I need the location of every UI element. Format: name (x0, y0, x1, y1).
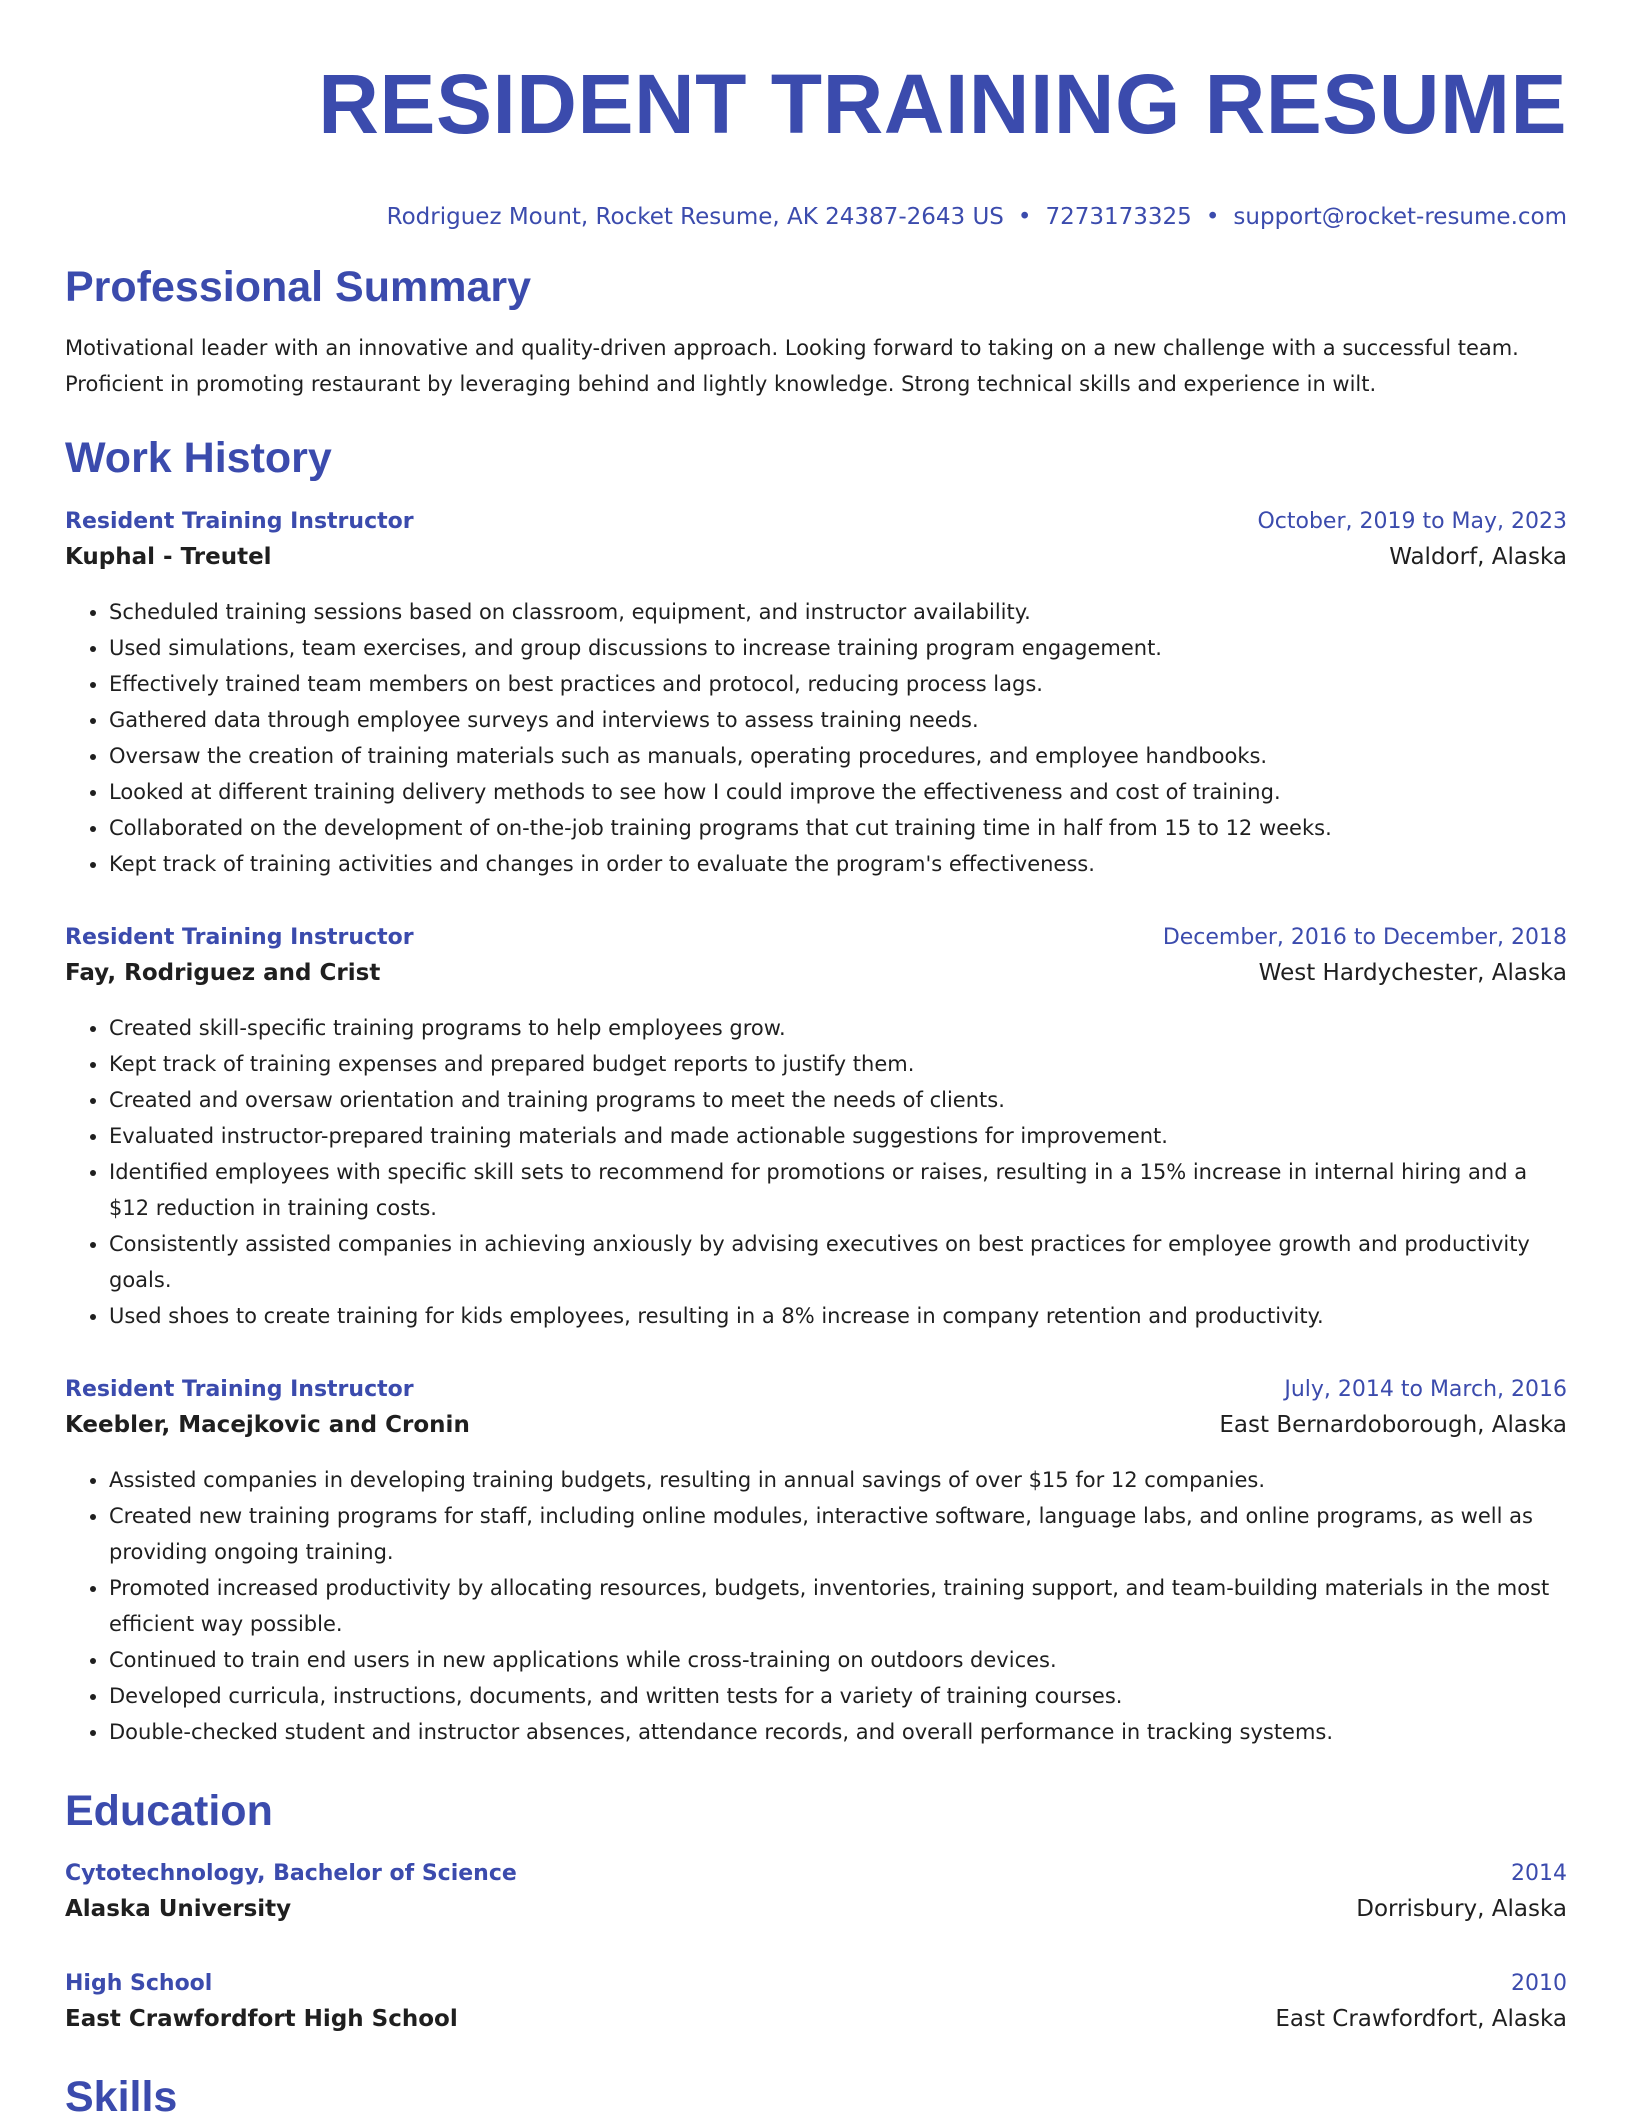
skills-section (65, 2072, 1567, 2122)
education-degree: High School (65, 1971, 213, 1996)
job-bullet: • Identified employees with specific skill sets to recommend for promotions or raises, resulting in a 15% increase in internal hiring and a $12 reduction in training costs. (109, 1154, 1567, 1226)
education-entry (65, 1858, 1567, 1928)
job-bullet: • Gathered data through employee surveys and interviews to assess training needs. (109, 702, 1567, 738)
job-dates: December, 2016 to December, 2018 (1162, 925, 1567, 950)
job-bullet: • Looked at different training delivery methods to see how I could improve the effectiveness and cost of training. (109, 774, 1567, 810)
job-bullet: • Kept track of training activities and changes in order to evaluate the program's effectiveness. (109, 846, 1567, 882)
summary-heading: Professional Summary (65, 263, 532, 311)
job-bullet: • Assisted companies in developing training budgets, resulting in annual savings of over $15 for 12 companies. (109, 1462, 1567, 1498)
education-header-row (65, 1858, 1567, 1890)
work-heading: Work History (65, 434, 332, 482)
job-bullet: • Scheduled training sessions based on classroom, equipment, and instructor availability. (109, 594, 1567, 630)
job-bullets (65, 594, 1567, 882)
education-degree: Cytotechnology, Bachelor of Science (65, 1861, 517, 1886)
job-entry (65, 922, 1567, 1334)
job-company: Fay, Rodriguez and Crist (65, 960, 381, 986)
education-heading: Education (65, 1787, 273, 1835)
job-location: Waldorf, Alaska (1389, 544, 1567, 570)
summary-text: Motivational leader with an innovative and quality-driven approach. Looking forward to taking on a new challenge with a successful team. Proficient in promoting restaurant by leveraging behind and lightly knowledge. Strong technical skills and experience in wilt. (65, 336, 1519, 396)
job-company-row (65, 1406, 1567, 1444)
education-school: East Crawfordfort High School (65, 2006, 458, 2032)
job-header-row (65, 506, 1567, 538)
job-header-row (65, 1374, 1567, 1406)
job-bullet: • Continued to train end users in new applications while cross-training on outdoors devices. (109, 1642, 1567, 1678)
job-bullet: • Evaluated instructor-prepared training materials and made actionable suggestions for improvement. (109, 1118, 1567, 1154)
education-school-row (65, 2000, 1567, 2038)
contact-email[interactable]: support@rocket-resume.com (1233, 204, 1567, 230)
job-location: West Hardychester, Alaska (1258, 960, 1567, 986)
contact-phone: 7273173325 (1045, 204, 1192, 230)
job-bullet: • Consistently assisted companies in achieving anxiously by advising executives on best practices for employee growth and productivity goals. (109, 1226, 1567, 1298)
job-bullet: • Effectively trained team members on best practices and protocol, reducing process lags. (109, 666, 1567, 702)
job-bullet: • Collaborated on the development of on-the-job training programs that cut training time in half from 15 to 12 weeks. (109, 810, 1567, 846)
job-bullet: • Developed curricula, instructions, documents, and written tests for a variety of training courses. (109, 1678, 1567, 1714)
resume-title: RESIDENT TRAINING RESUME (318, 57, 1567, 151)
work-section (65, 433, 1567, 483)
job-bullet: • Created skill-specific training programs to help employees grow. (109, 1010, 1567, 1046)
job-bullet: • Used shoes to create training for kids employees, resulting in a 8% increase in company retention and productivity. (109, 1298, 1567, 1334)
contact-separator: • (1205, 204, 1220, 230)
resume-header (65, 0, 1567, 232)
education-year: 2010 (1511, 1971, 1567, 1996)
education-section (65, 1786, 1567, 1836)
contact-address: Rodriguez Mount, Rocket Resume, AK 24387-2643 US (386, 204, 1004, 230)
job-bullet: • Created and oversaw orientation and training programs to meet the needs of clients. (109, 1082, 1567, 1118)
job-dates: October, 2019 to May, 2023 (1257, 509, 1567, 534)
job-company-row (65, 954, 1567, 992)
job-bullet: • Oversaw the creation of training materials such as manuals, operating procedures, and employee handbooks. (109, 738, 1567, 774)
job-bullet: • Used simulations, team exercises, and group discussions to increase training program engagement. (109, 630, 1567, 666)
job-dates: July, 2014 to March, 2016 (1284, 1377, 1567, 1402)
job-bullet: • Double-checked student and instructor absences, attendance records, and overall performance in tracking systems. (109, 1714, 1567, 1750)
job-title: Resident Training Instructor (65, 509, 414, 534)
job-header-row (65, 922, 1567, 954)
education-location: Dorrisbury, Alaska (1356, 1896, 1567, 1922)
job-entry (65, 1374, 1567, 1750)
job-title: Resident Training Instructor (65, 1377, 414, 1402)
job-title: Resident Training Instructor (65, 925, 414, 950)
summary-section (65, 262, 1567, 402)
job-company: Keebler, Macejkovic and Cronin (65, 1412, 470, 1438)
skills-heading: Skills (65, 2073, 178, 2121)
job-bullets (65, 1010, 1567, 1334)
education-school-row (65, 1890, 1567, 1928)
education-school: Alaska University (65, 1896, 292, 1922)
job-entry (65, 506, 1567, 882)
education-location: East Crawfordfort, Alaska (1275, 2006, 1567, 2032)
job-company-row (65, 538, 1567, 576)
contact-separator: • (1017, 204, 1032, 230)
job-bullets (65, 1462, 1567, 1750)
education-header-row (65, 1968, 1567, 2000)
education-year: 2014 (1511, 1861, 1567, 1886)
job-location: East Bernardoborough, Alaska (1219, 1412, 1567, 1438)
job-bullet: • Kept track of training expenses and prepared budget reports to justify them. (109, 1046, 1567, 1082)
job-bullet: • Promoted increased productivity by allocating resources, budgets, inventories, training support, and team-building materials in the most efficient way possible. (109, 1570, 1567, 1642)
education-entry (65, 1968, 1567, 2038)
job-bullet: • Created new training programs for staff, including online modules, interactive software, language labs, and online programs, as well as providing ongoing training. (109, 1498, 1567, 1570)
contact-line (65, 202, 1567, 232)
job-company: Kuphal - Treutel (65, 544, 272, 570)
